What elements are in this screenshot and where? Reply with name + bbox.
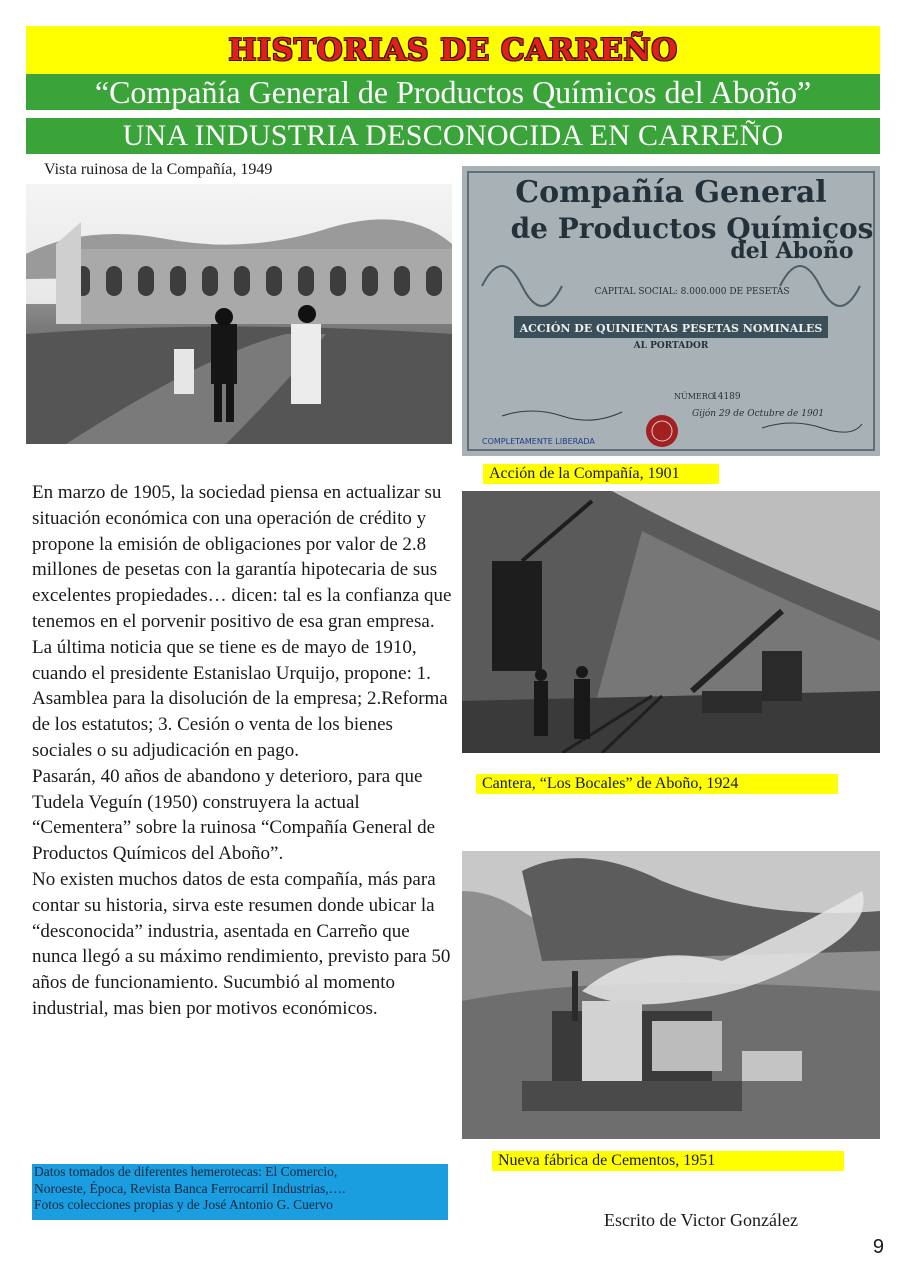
share-certificate-image xyxy=(462,166,880,456)
sources-line: Datos tomados de diferentes hemerotecas: El Comercio, xyxy=(34,1164,338,1179)
company-name-banner: “Compañía General de Productos Químicos del Aboño” xyxy=(26,74,880,110)
share-number: 14189 xyxy=(712,392,741,402)
share-number-label: NÚMERO xyxy=(674,392,715,401)
page-title: HISTORIAS DE CARREÑO xyxy=(228,32,678,68)
page-number: 9 xyxy=(872,1236,884,1258)
quarry-photo xyxy=(462,491,880,753)
share-certificate-caption: Acción de la Compañía, 1901 xyxy=(483,464,719,484)
share-title-line2: de Productos Químicos xyxy=(510,212,874,245)
article-paragraph: En marzo de 1905, la sociedad piensa en actualizar su situación económica con una operación de crédito y propone la emisión de obligaciones por valor de 2.8 millones de pesetas con la garantía hipotecaria de sus excelentes propiedades… dicen: tal es la confianza que tenemos en el porvenir positivo de esa gran empresa. xyxy=(32,482,452,632)
share-title-line1: Compañía General xyxy=(515,175,827,210)
sources-note xyxy=(32,1164,448,1220)
article-body xyxy=(32,480,452,1022)
quarry-photo-caption: Cantera, “Los Bocales” de Aboño, 1924 xyxy=(476,774,838,794)
share-bearer: AL PORTADOR xyxy=(633,341,709,351)
share-capital: CAPITAL SOCIAL: 8.000.000 DE PESETAS xyxy=(594,287,790,297)
share-title-line3: del Aboño xyxy=(730,238,854,264)
ruins-photo-caption: Vista ruinosa de la Compañía, 1949 xyxy=(44,161,273,178)
factory-photo xyxy=(462,851,880,1139)
section-tagline: UNA INDUSTRIA DESCONOCIDA EN CARREÑO xyxy=(26,118,880,154)
ruins-photo xyxy=(26,184,452,444)
article-paragraph: Pasarán, 40 años de abandono y deterioro, para que Tudela Veguín (1950) construyera la actual “Cementera” sobre la ruinosa “Compañía General de Productos Químicos del Aboño”. xyxy=(32,765,436,865)
article-paragraph: La última noticia que se tiene es de mayo de 1910, cuando el presidente Estanislao Urquijo, propone: 1. Asamblea para la disolución de la empresa; 2.Reforma de los estatutos; 3. Cesión o venta de los bienes sociales o su adjudicación en pago. xyxy=(32,636,448,761)
factory-photo-caption: Nueva fábrica de Cementos, 1951 xyxy=(492,1151,844,1171)
share-place-date: Gijón 29 de Octubre de 1901 xyxy=(692,409,825,419)
share-stamp: COMPLETAMENTE LIBERADA xyxy=(482,437,595,446)
author-credit: Escrito de Victor González xyxy=(604,1210,799,1230)
sources-line: Noroeste, Época, Revista Banca Ferrocarril Industrias,…. xyxy=(34,1180,346,1196)
sources-line: Fotos colecciones propias y de José Antonio G. Cuervo xyxy=(34,1197,333,1212)
article-paragraph: No existen muchos datos de esta compañía, más para contar su historia, sirva este resumen donde ubicar la “desconocida” industria, asentada en Carreño que nunca llegó a su máximo rendimiento, previsto para 50 años de funcionamiento. Sucumbió al momento industrial, mas bien por motivos económicos. xyxy=(32,868,451,1019)
share-banner: ACCIÓN DE QUINIENTAS PESETAS NOMINALES xyxy=(519,322,823,335)
